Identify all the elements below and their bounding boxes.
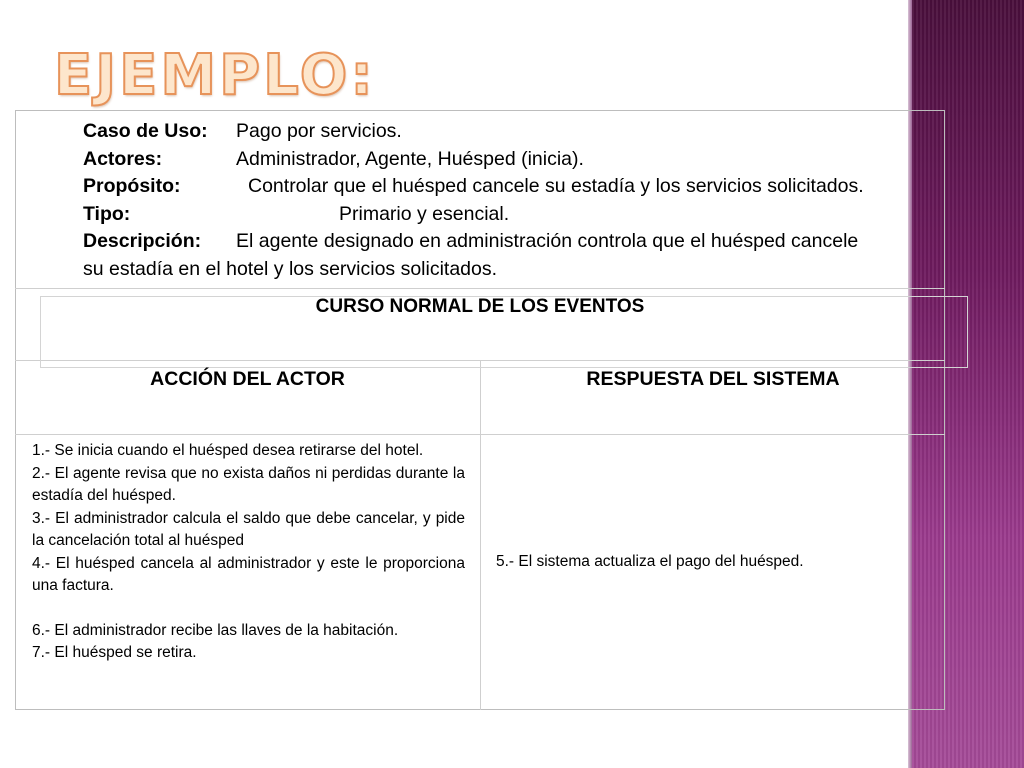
actores-label: Actores: <box>83 147 163 170</box>
actor-steps-cell <box>32 440 465 665</box>
actores-value: Administrador, Agente, Huésped (inicia). <box>236 147 584 170</box>
tipo-row <box>83 201 883 229</box>
system-steps-cell <box>496 553 804 571</box>
proposito-label: Propósito: <box>83 175 181 197</box>
caso-label: Caso de Uso: <box>83 120 208 142</box>
actor-step: 3.- El administrador calcula el saldo que debe cancelar, y pide la cancelación total al huésped <box>32 509 465 549</box>
table-column-divider <box>480 360 481 710</box>
proposito-value: Controlar que el huésped cancele su estadía y los servicios solicitados. <box>248 175 864 197</box>
caso-value: Pago por servicios. <box>236 120 402 142</box>
actor-step: 6.- El administrador recibe las llaves de la habitación. <box>32 621 399 639</box>
proposito-row <box>83 173 883 201</box>
caso-row <box>83 118 883 146</box>
descripcion-label: Descripción: <box>83 230 202 252</box>
tipo-label: Tipo: <box>83 202 131 225</box>
actores-row <box>83 146 883 174</box>
actor-step: 2.- El agente revisa que no exista daños ni perdidas durante la estadía del huésped. <box>32 464 465 504</box>
system-step: 5.- El sistema actualiza el pago del huésped. <box>496 553 804 570</box>
table-top-border <box>15 288 945 289</box>
table-heading: CURSO NORMAL DE LOS EVENTOS <box>315 296 645 317</box>
actor-step: 4.- El huésped cancela al administrador y este le proporciona una factura. <box>32 554 465 594</box>
descripcion-value: El agente designado en administración controla que el huésped cancele su estadía en el hotel y los servicios solicitados. <box>83 230 859 280</box>
use-case-description <box>83 118 883 283</box>
actor-step: 7.- El huésped se retira. <box>32 644 197 661</box>
descripcion-row <box>83 228 883 283</box>
slide-title: EJEMPLO: <box>54 43 376 108</box>
actor-step: 1.- Se inicia cuando el huésped desea retirarse del hotel. <box>32 442 424 459</box>
column-header-actor: ACCIÓN DEL ACTOR <box>150 368 345 390</box>
column-header-system: RESPUESTA DEL SISTEMA <box>586 368 840 390</box>
step-gap <box>32 598 465 620</box>
tipo-value: Primario y esencial. <box>339 202 510 225</box>
